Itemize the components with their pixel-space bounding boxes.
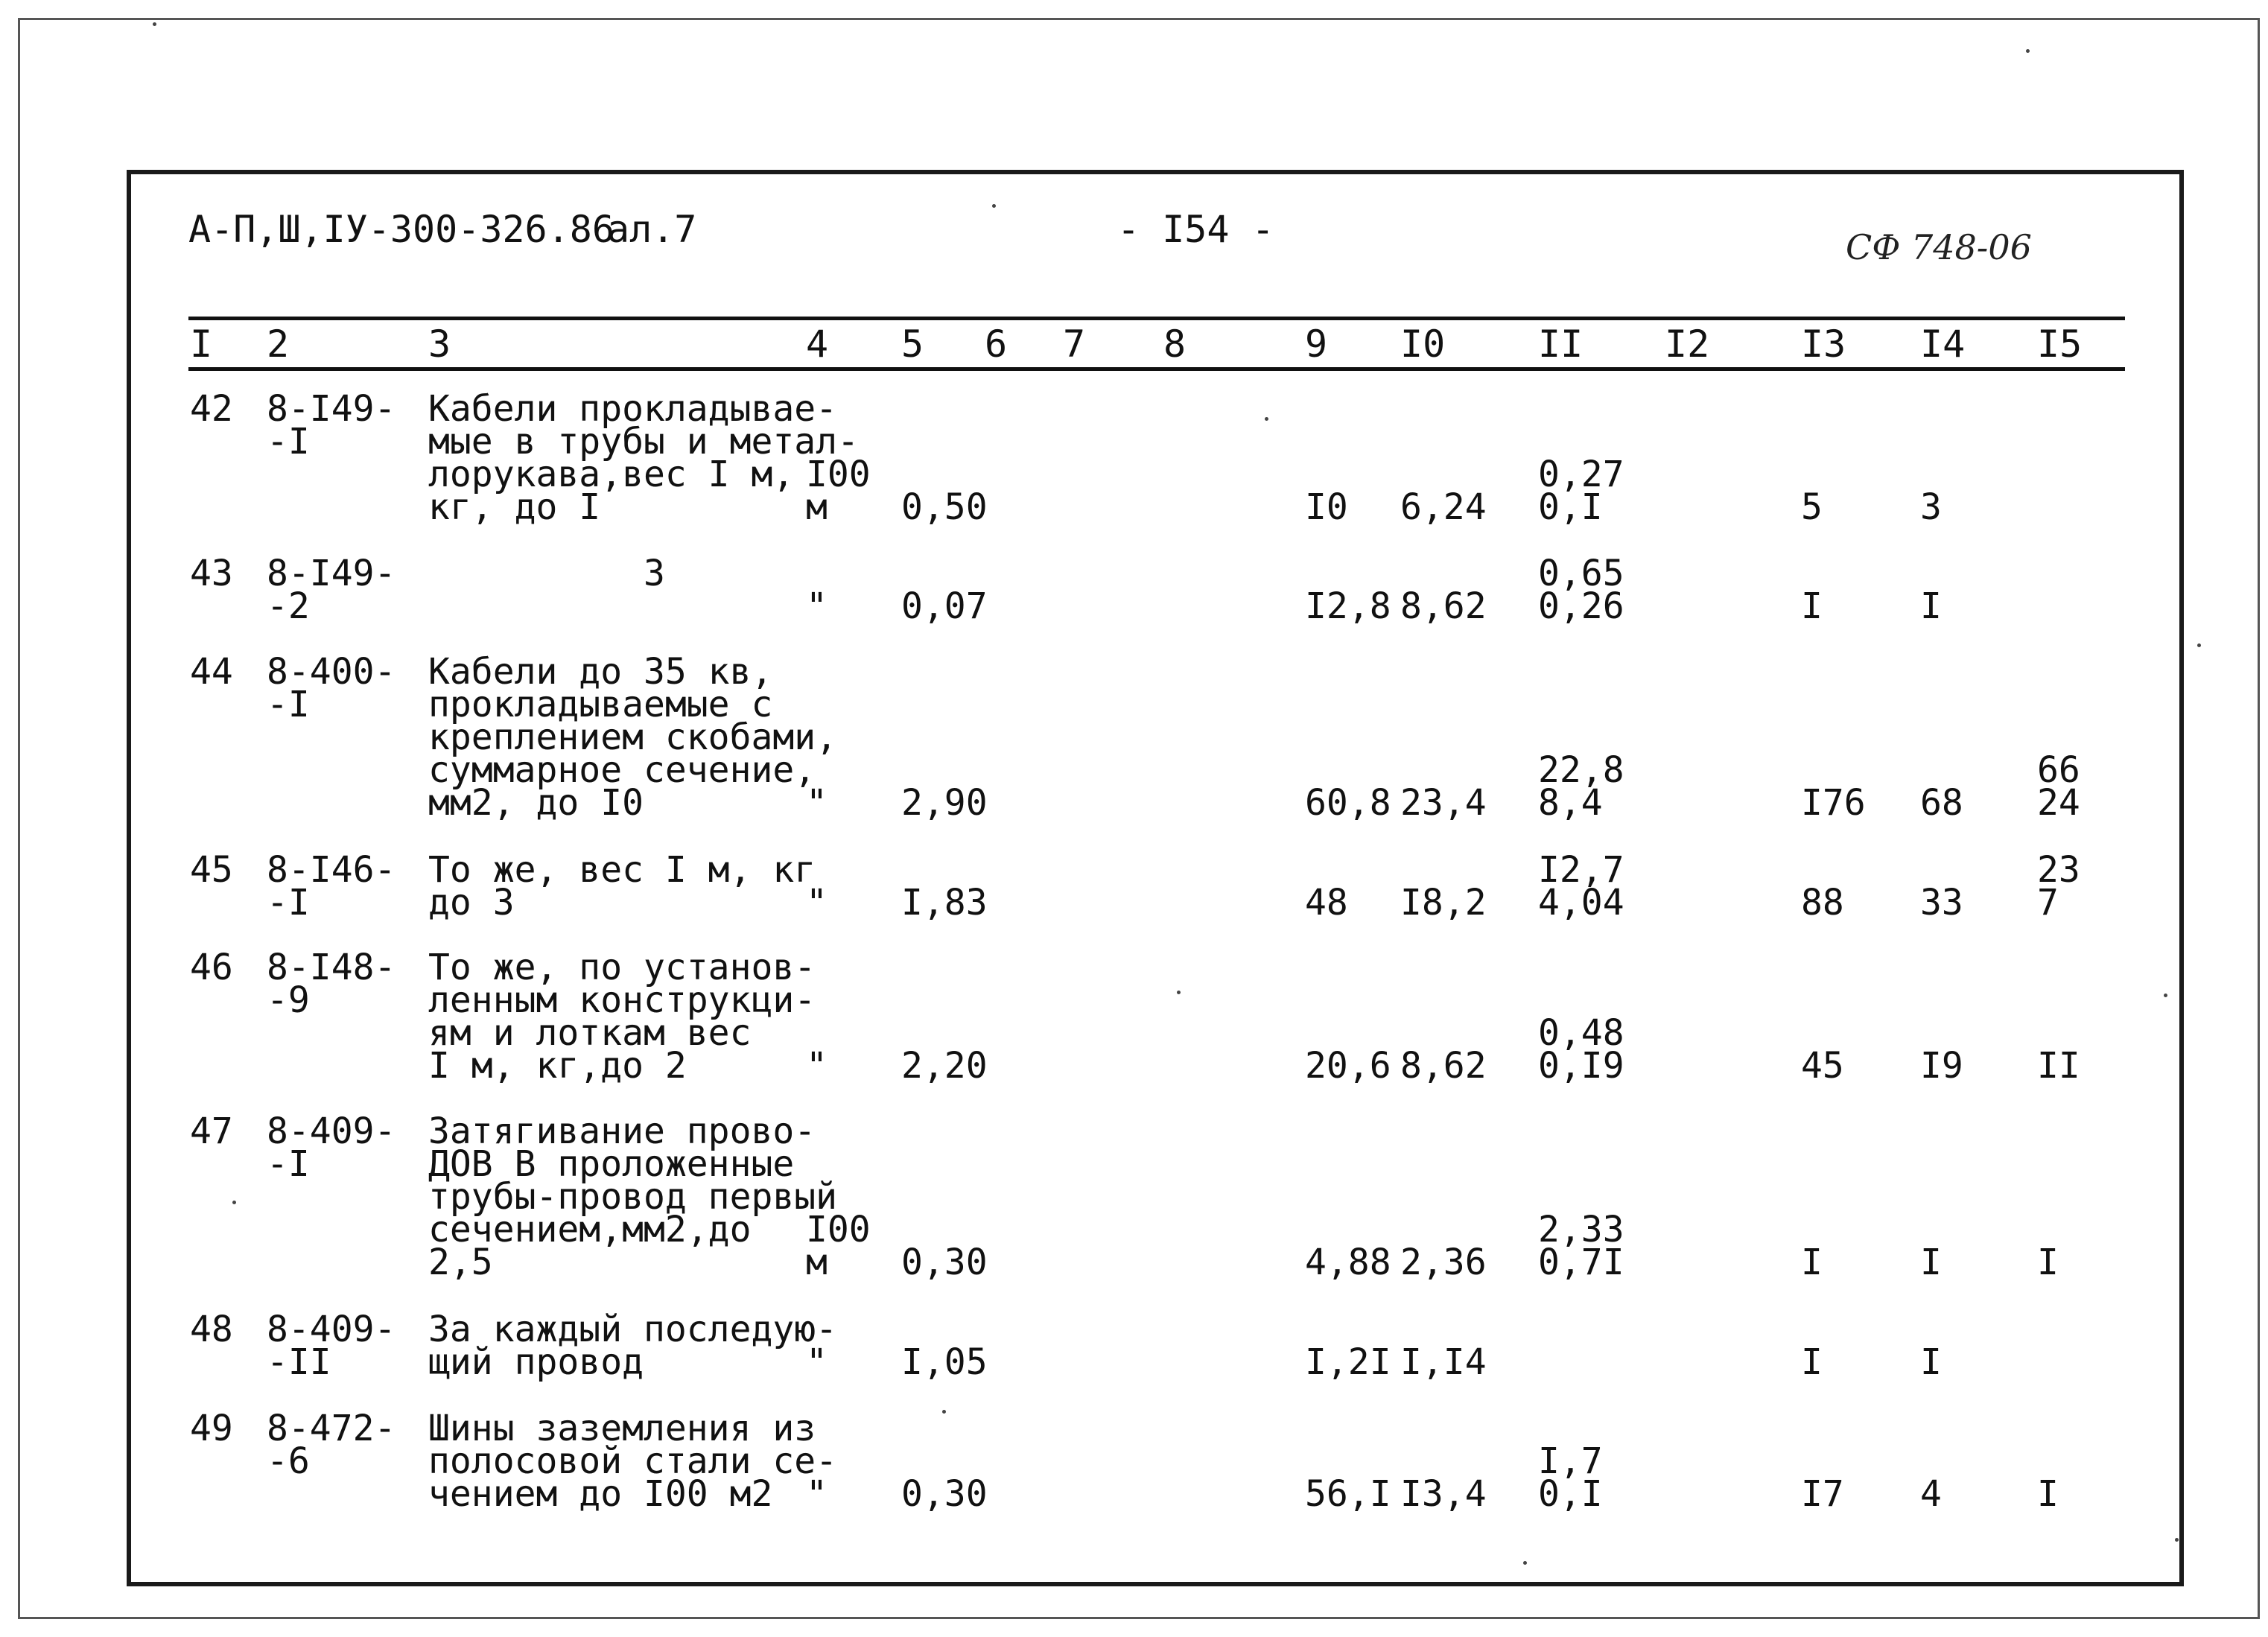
norm-code: -6 bbox=[267, 1440, 310, 1482]
column-header: 6 bbox=[985, 322, 1008, 366]
column-13-value: 88 bbox=[1801, 882, 1844, 924]
work-description: Кабели прокладывае- bbox=[428, 388, 838, 430]
scan-speck bbox=[1177, 991, 1181, 994]
scan-speck bbox=[992, 204, 996, 208]
row-number: 46 bbox=[190, 947, 233, 988]
column-15-value: I bbox=[2037, 1473, 2059, 1515]
work-description: мм2, до I0 bbox=[428, 782, 644, 824]
column-13-value: I bbox=[1801, 1341, 1823, 1383]
quantity-value: 2,20 bbox=[901, 1045, 988, 1087]
quantity-value: 0,30 bbox=[901, 1473, 988, 1515]
norm-code: 8-400- bbox=[267, 651, 396, 693]
column-10-value: 6,24 bbox=[1400, 486, 1487, 528]
column-header: I bbox=[190, 322, 213, 366]
column-9-value: I,2I bbox=[1305, 1341, 1391, 1383]
column-15-value: 24 bbox=[2037, 782, 2080, 824]
column-13-value: I bbox=[1801, 585, 1823, 627]
work-description: трубы-провод первый bbox=[428, 1176, 838, 1218]
column-11-value: 0,65 bbox=[1538, 553, 1624, 594]
row-number: 45 bbox=[190, 849, 233, 891]
column-9-value: 4,88 bbox=[1305, 1242, 1391, 1283]
work-description: 2,5 bbox=[428, 1242, 493, 1283]
row-number: 48 bbox=[190, 1309, 233, 1350]
column-11-value: I,7 bbox=[1538, 1440, 1603, 1482]
norm-code: -I bbox=[267, 421, 310, 463]
unit-of-measure: " bbox=[806, 782, 828, 824]
norm-code: 8-472- bbox=[267, 1408, 396, 1449]
column-header: II bbox=[1538, 322, 1584, 366]
scan-speck bbox=[1523, 1561, 1527, 1565]
column-10-value: 8,62 bbox=[1400, 585, 1487, 627]
column-14-value: 68 bbox=[1920, 782, 1963, 824]
work-description: I м, кг,до 2 bbox=[428, 1045, 687, 1087]
scan-speck bbox=[1265, 417, 1268, 421]
unit-of-measure: " bbox=[806, 882, 828, 924]
column-header: I0 bbox=[1400, 322, 1446, 366]
column-header: 3 bbox=[428, 322, 451, 366]
header-bottom-rule bbox=[188, 367, 2125, 371]
column-13-value: I7 bbox=[1801, 1473, 1844, 1515]
work-description: То же, вес I м, кг bbox=[428, 849, 816, 891]
unit-of-measure: " bbox=[806, 1473, 828, 1515]
norm-code: 8-I46- bbox=[267, 849, 396, 891]
row-number: 49 bbox=[190, 1408, 233, 1449]
work-description: Затягивание прово- bbox=[428, 1110, 816, 1152]
unit-of-measure: " bbox=[806, 1341, 828, 1383]
work-description: кг, до I bbox=[428, 486, 601, 528]
column-header: 8 bbox=[1163, 322, 1187, 366]
column-11-value: I2,7 bbox=[1538, 849, 1624, 891]
column-9-value: 48 bbox=[1305, 882, 1348, 924]
column-9-value: 56,I bbox=[1305, 1473, 1391, 1515]
column-14-value: 3 bbox=[1920, 486, 1942, 528]
column-14-value: 33 bbox=[1920, 882, 1963, 924]
norm-code: 8-409- bbox=[267, 1309, 396, 1350]
column-11-value: 0,27 bbox=[1538, 454, 1624, 495]
column-9-value: 60,8 bbox=[1305, 782, 1391, 824]
quantity-value: I,05 bbox=[901, 1341, 988, 1383]
norm-code: -2 bbox=[267, 585, 310, 627]
column-14-value: I bbox=[1920, 585, 1942, 627]
column-header: 5 bbox=[901, 322, 924, 366]
norm-code: 8-I49- bbox=[267, 553, 396, 594]
work-description: полосовой стали се- bbox=[428, 1440, 838, 1482]
norm-code: -I bbox=[267, 882, 310, 924]
column-11-value: 22,8 bbox=[1538, 749, 1624, 791]
norm-code: 8-I48- bbox=[267, 947, 396, 988]
column-9-value: I2,8 bbox=[1305, 585, 1391, 627]
column-13-value: 5 bbox=[1801, 486, 1823, 528]
table-top-rule bbox=[188, 317, 2125, 320]
column-15-value: II bbox=[2037, 1045, 2080, 1087]
column-11-value: 0,I bbox=[1538, 1473, 1603, 1515]
quantity-value: 0,07 bbox=[901, 585, 988, 627]
column-11-value: 0,26 bbox=[1538, 585, 1624, 627]
column-10-value: 8,62 bbox=[1400, 1045, 1487, 1087]
column-11-value: 0,7I bbox=[1538, 1242, 1624, 1283]
column-header: I4 bbox=[1920, 322, 1966, 366]
document-code: А-П,Ш,IУ-300-326.86 bbox=[188, 208, 614, 251]
column-header: I2 bbox=[1665, 322, 1710, 366]
work-description: до 3 bbox=[428, 882, 515, 924]
column-header: 9 bbox=[1305, 322, 1328, 366]
row-number: 43 bbox=[190, 553, 233, 594]
column-15-value: 7 bbox=[2037, 882, 2059, 924]
row-number: 47 bbox=[190, 1110, 233, 1152]
column-14-value: I bbox=[1920, 1341, 1942, 1383]
column-9-value: I0 bbox=[1305, 486, 1348, 528]
column-13-value: 45 bbox=[1801, 1045, 1844, 1087]
scan-speck bbox=[2197, 643, 2201, 647]
work-description: За каждый последую- bbox=[428, 1309, 838, 1350]
work-description: мые в трубы и метал- bbox=[428, 421, 859, 463]
unit-of-measure: " bbox=[806, 1045, 828, 1087]
sheet-number: ал.7 bbox=[607, 208, 697, 251]
scan-speck bbox=[942, 1410, 946, 1414]
norm-code: -9 bbox=[267, 979, 310, 1021]
norm-code: -II bbox=[267, 1341, 331, 1383]
scan-speck bbox=[2164, 994, 2167, 997]
column-14-value: I9 bbox=[1920, 1045, 1963, 1087]
norm-code: 8-409- bbox=[267, 1110, 396, 1152]
column-10-value: 2,36 bbox=[1400, 1242, 1487, 1283]
column-11-value: 2,33 bbox=[1538, 1209, 1624, 1250]
work-description: ленным конструкци- bbox=[428, 979, 816, 1021]
handwritten-note: СФ 748-06 bbox=[1846, 227, 2032, 267]
unit-of-measure: м bbox=[806, 1242, 828, 1283]
unit-of-measure: I00 bbox=[806, 454, 871, 495]
column-15-value: I bbox=[2037, 1242, 2059, 1283]
row-number: 44 bbox=[190, 651, 233, 693]
scan-speck bbox=[232, 1201, 236, 1204]
norm-code: -I bbox=[267, 684, 310, 725]
work-description: Шины заземления из bbox=[428, 1408, 816, 1449]
work-description: прокладываемые с bbox=[428, 684, 773, 725]
column-header: 2 bbox=[267, 322, 290, 366]
work-description: То же, по установ- bbox=[428, 947, 816, 988]
work-description: 3 bbox=[428, 553, 665, 594]
work-description: лорукава,вес I м, bbox=[428, 454, 795, 495]
work-description: чением до I00 м2 bbox=[428, 1473, 773, 1515]
work-description: сечением,мм2,до bbox=[428, 1209, 752, 1250]
column-header: 7 bbox=[1063, 322, 1086, 366]
work-description: Кабели до 35 кв, bbox=[428, 651, 773, 693]
column-15-value: 66 bbox=[2037, 749, 2080, 791]
column-header: I3 bbox=[1801, 322, 1846, 366]
column-13-value: I76 bbox=[1801, 782, 1866, 824]
work-description: щий провод bbox=[428, 1341, 644, 1383]
column-11-value: 8,4 bbox=[1538, 782, 1603, 824]
column-11-value: 4,04 bbox=[1538, 882, 1624, 924]
scan-speck bbox=[2175, 1538, 2179, 1542]
work-description: суммарное сечение, bbox=[428, 749, 816, 791]
work-description: креплением скобами, bbox=[428, 716, 838, 758]
column-10-value: I,I4 bbox=[1400, 1341, 1487, 1383]
column-14-value: I bbox=[1920, 1242, 1942, 1283]
page-number: - I54 - bbox=[1117, 208, 1274, 251]
column-10-value: I8,2 bbox=[1400, 882, 1487, 924]
column-11-value: 0,48 bbox=[1538, 1012, 1624, 1054]
column-9-value: 20,6 bbox=[1305, 1045, 1391, 1087]
unit-of-measure: " bbox=[806, 585, 828, 627]
unit-of-measure: I00 bbox=[806, 1209, 871, 1250]
norm-code: -I bbox=[267, 1143, 310, 1185]
work-description: ям и лоткам вес bbox=[428, 1012, 752, 1054]
quantity-value: 2,90 bbox=[901, 782, 988, 824]
quantity-value: 0,50 bbox=[901, 486, 988, 528]
column-header: 4 bbox=[806, 322, 829, 366]
column-15-value: 23 bbox=[2037, 849, 2080, 891]
column-10-value: 23,4 bbox=[1400, 782, 1487, 824]
quantity-value: I,83 bbox=[901, 882, 988, 924]
column-11-value: 0,I9 bbox=[1538, 1045, 1624, 1087]
scan-speck bbox=[153, 22, 156, 26]
column-10-value: I3,4 bbox=[1400, 1473, 1487, 1515]
work-description: ДОВ В проложенные bbox=[428, 1143, 795, 1185]
quantity-value: 0,30 bbox=[901, 1242, 988, 1283]
scan-speck bbox=[2026, 49, 2030, 53]
column-header: I5 bbox=[2037, 322, 2083, 366]
column-11-value: 0,I bbox=[1538, 486, 1603, 528]
column-13-value: I bbox=[1801, 1242, 1823, 1283]
unit-of-measure: м bbox=[806, 486, 828, 528]
row-number: 42 bbox=[190, 388, 233, 430]
norm-code: 8-I49- bbox=[267, 388, 396, 430]
column-14-value: 4 bbox=[1920, 1473, 1942, 1515]
